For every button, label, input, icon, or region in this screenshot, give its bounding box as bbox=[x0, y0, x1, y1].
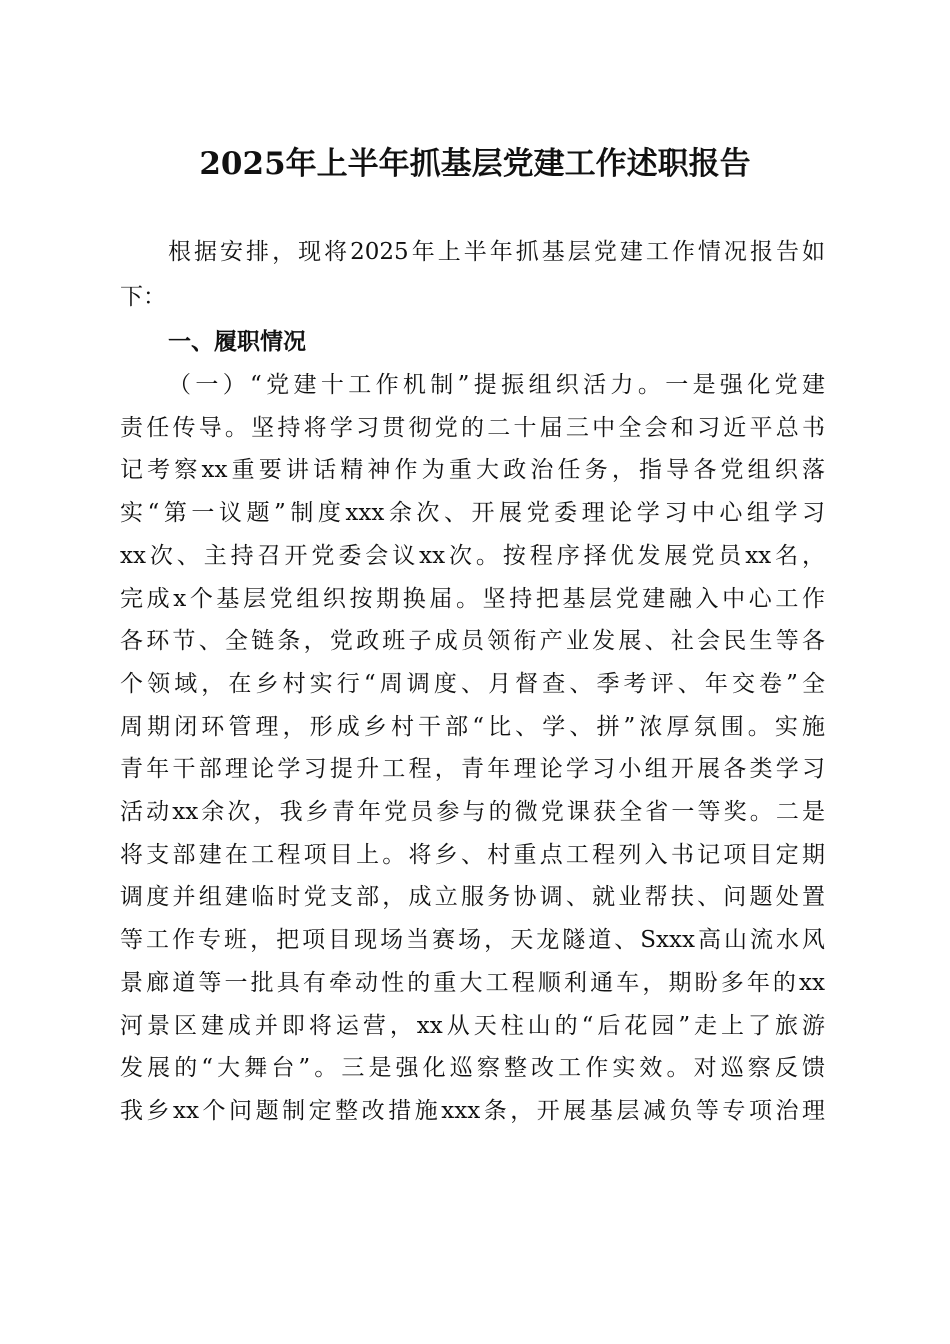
paragraph-line: 发展的“大舞台”。三是强化巡察整改工作实效。对巡察反馈 bbox=[120, 1055, 825, 1082]
paragraph-line: 我乡xx个问题制定整改措施xxx条，开展基层减负等专项治理 bbox=[120, 1097, 825, 1124]
paragraph-line: 实“第一议题”制度xxx余次、开展党委理论学习中心组学习 bbox=[120, 500, 825, 527]
paragraph-line: 青年干部理论学习提升工程，青年理论学习小组开展各类学习 bbox=[120, 756, 825, 783]
paragraph-line: 完成x个基层党组织按期换届。坚持把基层党建融入中心工作 bbox=[120, 585, 825, 612]
paragraph-line: 河景区建成并即将运营，xx从天柱山的“后花园”走上了旅游 bbox=[120, 1012, 825, 1039]
intro-line: 下： bbox=[120, 284, 166, 310]
paragraph-line: 个领域，在乡村实行“周调度、月督查、季考评、年交卷”全 bbox=[120, 670, 825, 697]
paragraph-line: 记考察xx重要讲话精神作为重大政治任务，指导各党组织落 bbox=[120, 457, 825, 484]
paragraph-line: （一）“党建十工作机制”提振组织活力。一是强化党建 bbox=[168, 372, 825, 398]
intro-line: 根据安排，现将2025年上半年抓基层党建工作情况报告如 bbox=[168, 239, 825, 265]
paragraph-line: 责任传导。坚持将学习贯彻党的二十届三中全会和习近平总书 bbox=[120, 414, 825, 441]
document-title: 2025年上半年抓基层党建工作述职报告 bbox=[199, 146, 751, 182]
paragraph-line: 调度并组建临时党支部，成立服务协调、就业帮扶、问题处置 bbox=[120, 884, 825, 911]
paragraph-line: xx次、主持召开党委会议xx次。按程序择优发展党员xx名， bbox=[120, 542, 825, 569]
paragraph-line: 景廊道等一批具有牵动性的重大工程顺利通车，期盼多年的xx bbox=[120, 969, 825, 996]
paragraph-line: 各环节、全链条，党政班子成员领衔产业发展、社会民生等各 bbox=[120, 628, 825, 655]
paragraph-line: 活动xx余次，我乡青年党员参与的微党课获全省一等奖。二是 bbox=[120, 799, 825, 825]
paragraph-line: 周期闭环管理，形成乡村干部“比、学、拼”浓厚氛围。实施 bbox=[120, 713, 825, 740]
paragraph-line: 等工作专班，把项目现场当赛场，天龙隧道、Sxxx高山流水风 bbox=[120, 927, 825, 954]
section-heading: 一、履职情况 bbox=[168, 329, 306, 355]
paragraph-line: 将支部建在工程项目上。将乡、村重点工程列入书记项目定期 bbox=[120, 841, 825, 868]
